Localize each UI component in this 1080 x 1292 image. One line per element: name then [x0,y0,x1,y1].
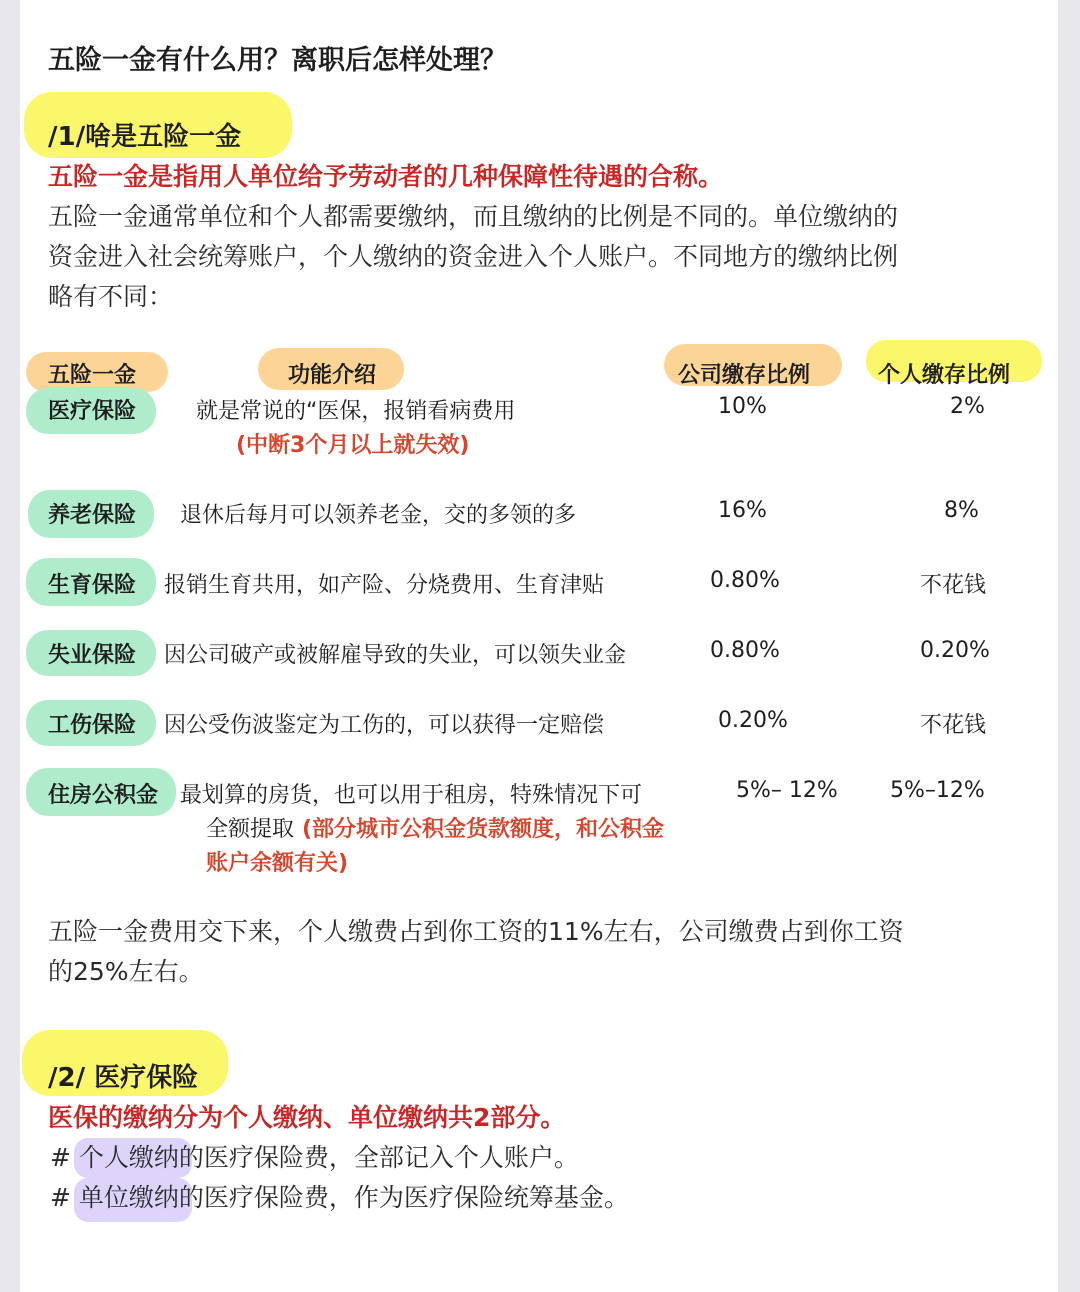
paragraph-line: 资金进入社会统筹账户，个人缴纳的资金进入个人账户。不同地方的缴纳比例 [48,242,899,271]
personal-rate: 0.20% [920,638,990,663]
bullet-line [50,1178,629,1214]
personal-rate: 2% [950,394,985,419]
section-heading: /1/啥是五险一金 [48,122,242,152]
row-name: 工伤保险 [48,713,137,738]
column-header: 五险一金 [48,363,137,388]
paragraph-line: 五险一金通常单位和个人都需要缴纳，而且缴纳的比例是不同的。单位缴纳的 [48,202,899,231]
row-description-cont: 全额提取 [206,817,295,842]
bullet-highlight-text: 单位缴纳 [78,1183,179,1212]
section-heading: /2/ 医疗保险 [48,1063,199,1093]
section-lead: 医保的缴纳分为个人缴纳、单位缴纳共2部分。 [48,1103,566,1132]
personal-rate: 不花钱 [920,713,987,738]
bullet-text: 的医疗保险费，全部记入个人账户。 [178,1143,579,1172]
section-lead: 五险一金是指用人单位给予劳动者的几种保障性待遇的合称。 [48,162,724,191]
row-description: 最划算的房货，也可以用于租房，特殊情况下可 [180,783,643,808]
company-rate: 0.20% [718,708,788,733]
hash-mark: # [50,1143,71,1172]
paragraph-line: 略有不同： [48,282,174,311]
row-note: (中断3个月以上就失效) [236,433,470,458]
summary-line: 五险一金费用交下来，个人缴费占到你工资的11%左右，公司缴费占到你工资 [48,917,904,946]
personal-rate: 不花钱 [920,573,987,598]
summary-line: 的25%左右。 [48,957,204,986]
row-name: 养老保险 [48,503,137,528]
company-rate: 0.80% [710,568,780,593]
personal-rate: 8% [944,498,979,523]
column-header: 个人缴存比例 [878,363,1011,388]
row-description: 报销生育共用，如产险、分烧费用、生育津贴 [164,573,605,598]
row-description: 退休后每月可以领养老金，交的多领的多 [180,503,577,528]
row-name: 医疗保险 [48,399,137,424]
company-rate: 10% [718,394,767,419]
row-note: (部分城市公积金货款额度，和公积金 [302,817,665,842]
column-header: 公司缴存比例 [678,363,811,388]
row-description: 就是常说的“医保，报销看病费用 [196,399,516,424]
bullet-line [50,1138,579,1174]
company-rate: 0.80% [710,638,780,663]
bullet-text: 的医疗保险费，作为医疗保险统筹基金。 [178,1183,629,1212]
row-name: 生育保险 [48,573,137,598]
row-description: 因公司破产或被解雇导致的失业，可以领失业金 [164,643,627,668]
personal-rate: 5%–12% [890,778,985,803]
hash-mark: # [50,1183,71,1212]
column-header: 功能介绍 [288,363,377,388]
page-title: 五险一金有什么用？离职后怎样处理？ [48,45,507,76]
row-name: 失业保险 [48,643,137,668]
row-description: 因公受伤波鉴定为工伤的，可以获得一定赔偿 [164,713,605,738]
row-note-cont: 账户余额有关) [206,851,349,876]
company-rate: 5%– 12% [736,778,838,803]
row-name: 住房公积金 [48,783,159,808]
company-rate: 16% [718,498,767,523]
bullet-highlight-text: 个人缴纳 [78,1143,179,1172]
